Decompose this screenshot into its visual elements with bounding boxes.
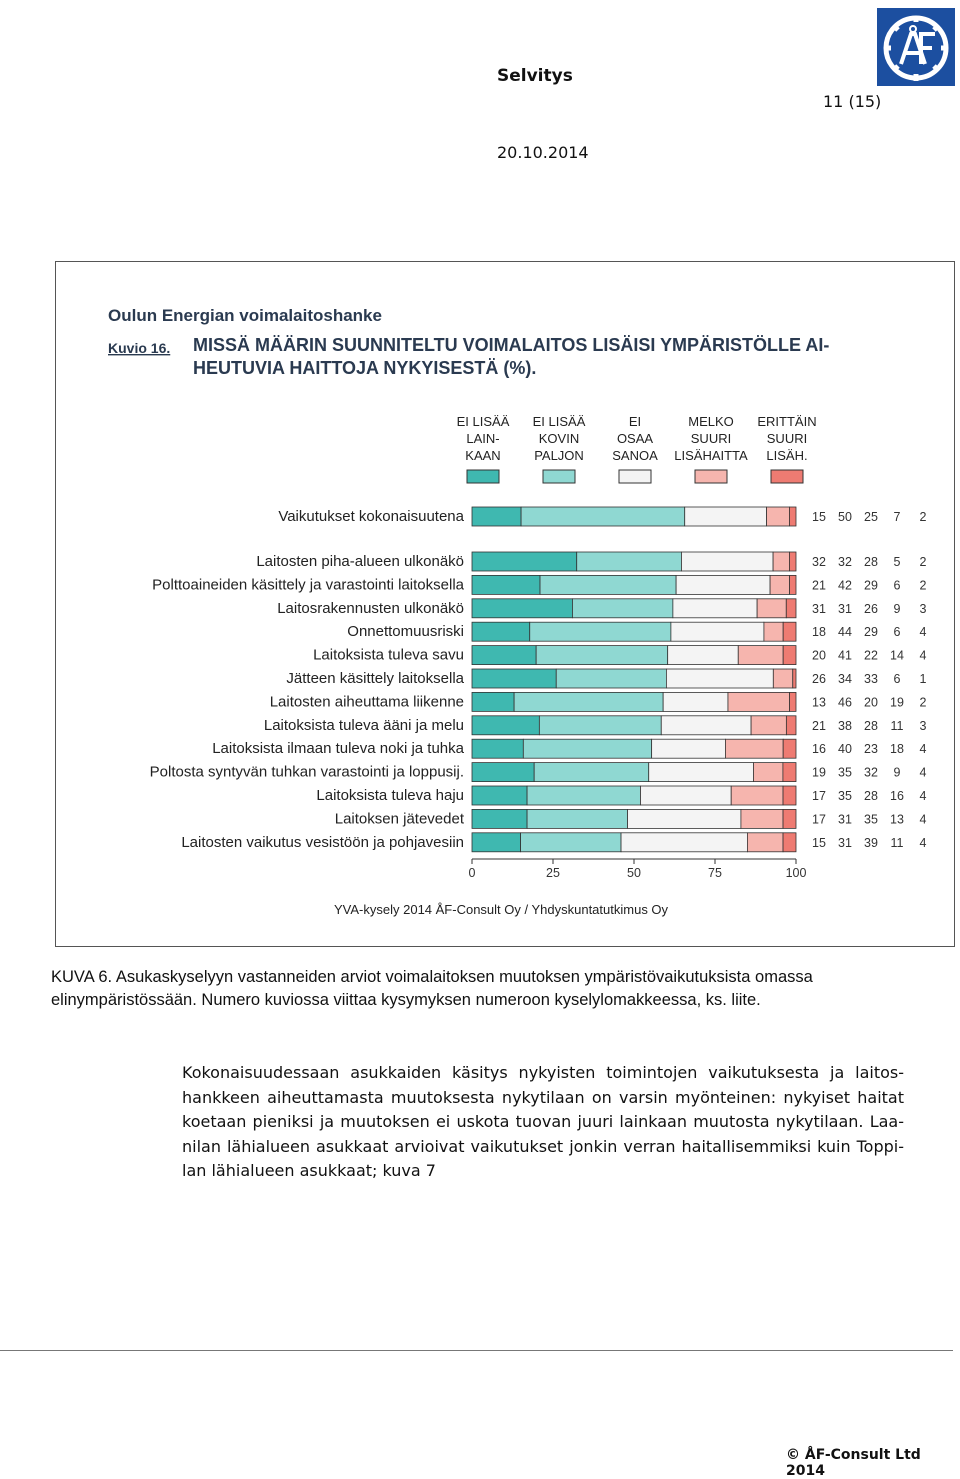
data-label: 5: [893, 555, 901, 569]
page-number: 11 (15): [823, 92, 882, 111]
data-label: 28: [864, 718, 878, 733]
bar-segment: [661, 716, 751, 735]
category-label: Laitoksen jätevedet: [334, 810, 464, 828]
legend-swatch: [695, 470, 727, 483]
category-label: Laitoksista tuleva savu: [313, 646, 464, 664]
data-label: 4: [919, 789, 927, 803]
bar-segment: [757, 599, 786, 618]
bar-segment: [681, 552, 773, 571]
bar-row: [264, 716, 927, 735]
bar-segment: [767, 507, 790, 526]
data-label: 2: [919, 510, 927, 524]
bar-segment: [472, 763, 534, 782]
document-type: Selvitys: [497, 66, 573, 86]
bar-segment: [673, 599, 757, 618]
category-label: Laitoksista ilmaan tuleva noki ja tuhka: [212, 740, 464, 758]
bar-segment: [530, 622, 671, 641]
bar-row: [347, 622, 926, 641]
category-label: Jätteen käsittely laitoksella: [286, 670, 464, 687]
legend-swatch: [619, 470, 651, 483]
bar-segment: [556, 669, 666, 688]
x-tick-label: 0: [468, 866, 476, 880]
bar-row: [286, 669, 926, 688]
bar-segment: [527, 809, 627, 828]
data-label: 13: [812, 695, 826, 710]
bar-row: [335, 809, 927, 828]
bar-segment: [540, 575, 676, 594]
data-label: 4: [919, 625, 927, 640]
bar-segment: [649, 763, 754, 782]
data-label: 6: [893, 578, 901, 593]
data-label: 3: [919, 601, 927, 616]
bar-segment: [671, 622, 764, 641]
data-label: 9: [893, 601, 901, 616]
legend-label: ERITTÄIN: [757, 414, 817, 429]
bar-segment: [773, 552, 789, 571]
data-label: 20: [864, 695, 878, 710]
bar-row: [212, 739, 926, 758]
data-label: 16: [812, 742, 826, 757]
data-label: 4: [919, 648, 927, 663]
legend-label: LAIN-: [466, 431, 500, 446]
bar-segment: [514, 692, 663, 711]
data-label: 7: [893, 510, 901, 524]
data-label: 16: [890, 789, 904, 803]
category-label: Laitoksista tuleva haju: [316, 787, 464, 804]
bar-row: [278, 507, 926, 526]
data-label: 19: [812, 765, 826, 780]
data-label: 11: [890, 835, 904, 850]
bar-segment: [521, 833, 621, 852]
bar-segment: [472, 646, 536, 665]
legend-label: MELKO: [688, 414, 734, 429]
bar-segment: [472, 622, 530, 641]
legend-label: SUURI: [766, 431, 808, 446]
data-label: 15: [812, 510, 826, 524]
bar-segment: [793, 669, 796, 688]
bar-segment: [663, 692, 728, 711]
category-label: Laitosrakennusten ulkonäkö: [277, 599, 464, 617]
data-label: 18: [812, 625, 826, 640]
x-tick-label: 75: [708, 866, 722, 880]
legend-label: LISÄH.: [766, 448, 808, 463]
data-label: 31: [838, 812, 852, 827]
bar-segment: [783, 763, 796, 782]
bar-segment: [472, 575, 540, 594]
legend-label: EI LISÄÄ: [532, 414, 586, 429]
bar-segment: [668, 646, 739, 665]
bar-segment: [472, 716, 539, 735]
data-label: 40: [838, 742, 852, 757]
data-label: 46: [838, 695, 852, 710]
bar-segment: [472, 599, 572, 618]
data-label: 21: [812, 578, 826, 593]
data-label: 11: [890, 718, 904, 733]
figure-caption: KUVA 6. Asukaskyselyyn vastanneiden arviot voimalaitoksen muutoksen ympäristövaikutuksista omassa elinympäristössään. Numero kuviossa viittaa kysymyksen numeroon kyselylomakkeessa, ks. liite.: [51, 968, 813, 1009]
bar-row: [270, 692, 927, 711]
category-label: Poltosta syntyvän tuhkan varastointi ja loppusij.: [149, 763, 464, 781]
data-label: 28: [864, 555, 878, 569]
bar-segment: [472, 739, 523, 758]
data-label: 32: [864, 765, 878, 780]
category-label: Onnettomuusriski: [347, 623, 464, 641]
data-label: 38: [838, 718, 852, 733]
category-label: Laitosten aiheuttama liikenne: [269, 693, 464, 711]
legend-swatch: [543, 470, 575, 483]
data-label: 22: [864, 648, 878, 663]
bar-segment: [539, 716, 661, 735]
footer-divider: [0, 1350, 953, 1351]
data-label: 21: [812, 718, 826, 733]
category-label: Laitosten piha-alueen ulkonäkö: [256, 553, 464, 570]
bar-segment: [738, 646, 783, 665]
bar-segment: [747, 833, 783, 852]
data-label: 31: [838, 835, 852, 850]
data-label: 25: [864, 510, 878, 524]
bar-segment: [790, 575, 796, 594]
data-label: 9: [893, 765, 901, 780]
bar-segment: [628, 809, 741, 828]
data-label: 29: [864, 578, 878, 593]
bar-segment: [783, 739, 796, 758]
legend-label: EI: [628, 414, 642, 429]
data-label: 42: [838, 578, 852, 593]
bar-row: [277, 599, 926, 618]
bar-row: [150, 763, 927, 782]
legend-label: KAAN: [465, 448, 501, 463]
category-label: Laitosten vaikutus vesistöön ja pohjavesiin: [181, 833, 464, 851]
bar-segment: [572, 599, 672, 618]
legend-label: SANOA: [612, 448, 658, 463]
data-label: 31: [812, 601, 826, 616]
bar-segment: [786, 599, 796, 618]
data-label: 41: [838, 648, 852, 663]
data-label: 2: [919, 578, 927, 593]
data-label: 23: [864, 742, 878, 757]
bar-segment: [472, 833, 521, 852]
bar-segment: [783, 786, 796, 805]
data-label: 28: [864, 789, 878, 803]
legend-label: LISÄHAITTA: [674, 448, 748, 463]
bar-segment: [472, 692, 514, 711]
data-label: 13: [890, 812, 904, 827]
bar-segment: [534, 763, 649, 782]
category-label: Laitoksista tuleva ääni ja melu: [263, 716, 464, 734]
data-label: 39: [864, 835, 878, 850]
bar-row: [316, 786, 926, 805]
data-label: 3: [919, 718, 927, 733]
bar-segment: [741, 809, 783, 828]
bar-segment: [472, 786, 527, 805]
data-label: 35: [838, 765, 852, 780]
bar-segment: [783, 833, 796, 852]
legend-swatch: [771, 470, 803, 483]
legend-label: OSAA: [616, 431, 654, 446]
figure-frame: [55, 261, 955, 947]
bar-segment: [764, 622, 783, 641]
legend: [457, 414, 817, 483]
chart-title-line2: HEUTUVIA HAITTOJA NYKYISESTÄ (%).: [193, 358, 537, 378]
x-tick-label: 50: [627, 866, 641, 880]
data-label: 17: [812, 789, 826, 803]
bar-segment: [751, 716, 786, 735]
bar-segment: [621, 833, 747, 852]
data-label: 29: [864, 625, 878, 640]
chart-title-line1: MISSÄ MÄÄRIN SUUNNITELTU VOIMALAITOS LISÄISI YMPÄRISTÖLLE AI-: [193, 335, 830, 355]
data-label: 15: [812, 835, 826, 850]
figure-label: Kuvio 16.: [108, 340, 171, 356]
document-date: 20.10.2014: [497, 143, 589, 162]
data-label: 35: [864, 812, 878, 827]
legend-label: EI LISÄÄ: [456, 414, 510, 429]
bar-segment: [577, 552, 682, 571]
bar-segment: [789, 507, 796, 526]
bar-segment: [685, 507, 767, 526]
data-label: 20: [812, 648, 826, 663]
data-label: 1: [919, 672, 927, 686]
bar-segment: [472, 809, 527, 828]
data-label: 6: [893, 625, 901, 640]
data-label: 2: [919, 695, 927, 710]
bar-segment: [783, 622, 796, 641]
stacked-bar-chart: [56, 262, 954, 946]
data-label: 2: [919, 555, 927, 569]
data-label: 32: [838, 555, 852, 569]
data-label: 26: [812, 672, 826, 686]
bar-row: [313, 646, 926, 665]
legend-label: SUURI: [690, 431, 732, 446]
bar-segment: [472, 552, 577, 571]
bar-segment: [725, 739, 783, 758]
data-label: 35: [838, 789, 852, 803]
legend-label: PALJON: [534, 448, 584, 463]
data-label: 44: [838, 625, 852, 640]
bar-segment: [521, 507, 685, 526]
bar-segment: [472, 507, 521, 526]
bar-segment: [790, 692, 796, 711]
bar-segment: [472, 669, 556, 688]
data-label: 18: [890, 742, 904, 757]
x-tick-label: 25: [546, 866, 560, 880]
bar-segment: [523, 739, 651, 758]
bar-segment: [786, 716, 796, 735]
bar-segment: [731, 786, 783, 805]
source-note: YVA-kysely 2014 ÅF-Consult Oy / Yhdyskuntatutkimus Oy: [334, 902, 669, 917]
category-label: Vaikutukset kokonaisuutena: [278, 508, 464, 525]
bar-row: [256, 552, 926, 571]
data-label: 34: [838, 672, 852, 686]
data-label: 6: [893, 672, 901, 686]
bar-segment: [652, 739, 726, 758]
x-axis: [469, 859, 807, 880]
bar-segment: [783, 809, 796, 828]
bar-row: [181, 833, 926, 852]
data-label: 26: [864, 601, 878, 616]
bar-segment: [666, 669, 773, 688]
bar-row: [152, 575, 926, 594]
bar-segment: [753, 763, 782, 782]
data-label: 4: [919, 742, 927, 757]
af-consult-logo: [877, 8, 955, 86]
bar-segment: [783, 646, 796, 665]
bar-segment: [789, 552, 796, 571]
data-label: 17: [812, 812, 826, 827]
legend-swatch: [467, 470, 499, 483]
bar-segment: [770, 575, 789, 594]
bar-segment: [728, 692, 790, 711]
data-label: 33: [864, 672, 878, 686]
bar-segment: [536, 646, 668, 665]
bar-segment: [676, 575, 770, 594]
data-label: 4: [919, 812, 927, 827]
data-label: 50: [838, 510, 852, 524]
legend-label: KOVIN: [538, 431, 580, 446]
bars: [150, 507, 927, 852]
data-label: 14: [890, 648, 904, 663]
body-paragraph: Kokonaisuudessaan asukkaiden käsitys nykyisten toimintojen vaikutuksesta ja laitos-hankkeen aiheuttamasta muutoksesta nykytilaan on varsin myönteinen: nykyiset haitat koetaan pieniksi ja muutoksen ei uskota tuovan juuri lainkaan muutosta nykytilaan. Laa-nilan lähialueen asukkaat arvioivat vaikutukset jonkin verran haitallisemmiksi kuin Toppi-lan lähialueen asukkaat; kuva 7: [182, 1063, 904, 1180]
data-label: 19: [890, 695, 904, 710]
bar-segment: [640, 786, 731, 805]
bar-segment: [527, 786, 640, 805]
project-title: Oulun Energian voimalaitoshanke: [108, 306, 382, 325]
data-label: 32: [812, 555, 826, 569]
data-label: 31: [838, 601, 852, 616]
footer-copyright: © ÅF-Consult Ltd 2014: [786, 1447, 921, 1479]
x-tick-label: 100: [785, 866, 807, 880]
bar-segment: [773, 669, 792, 688]
data-label: 4: [919, 765, 927, 780]
category-label: Polttoaineiden käsittely ja varastointi laitoksella: [152, 576, 464, 594]
data-label: 4: [919, 835, 927, 850]
